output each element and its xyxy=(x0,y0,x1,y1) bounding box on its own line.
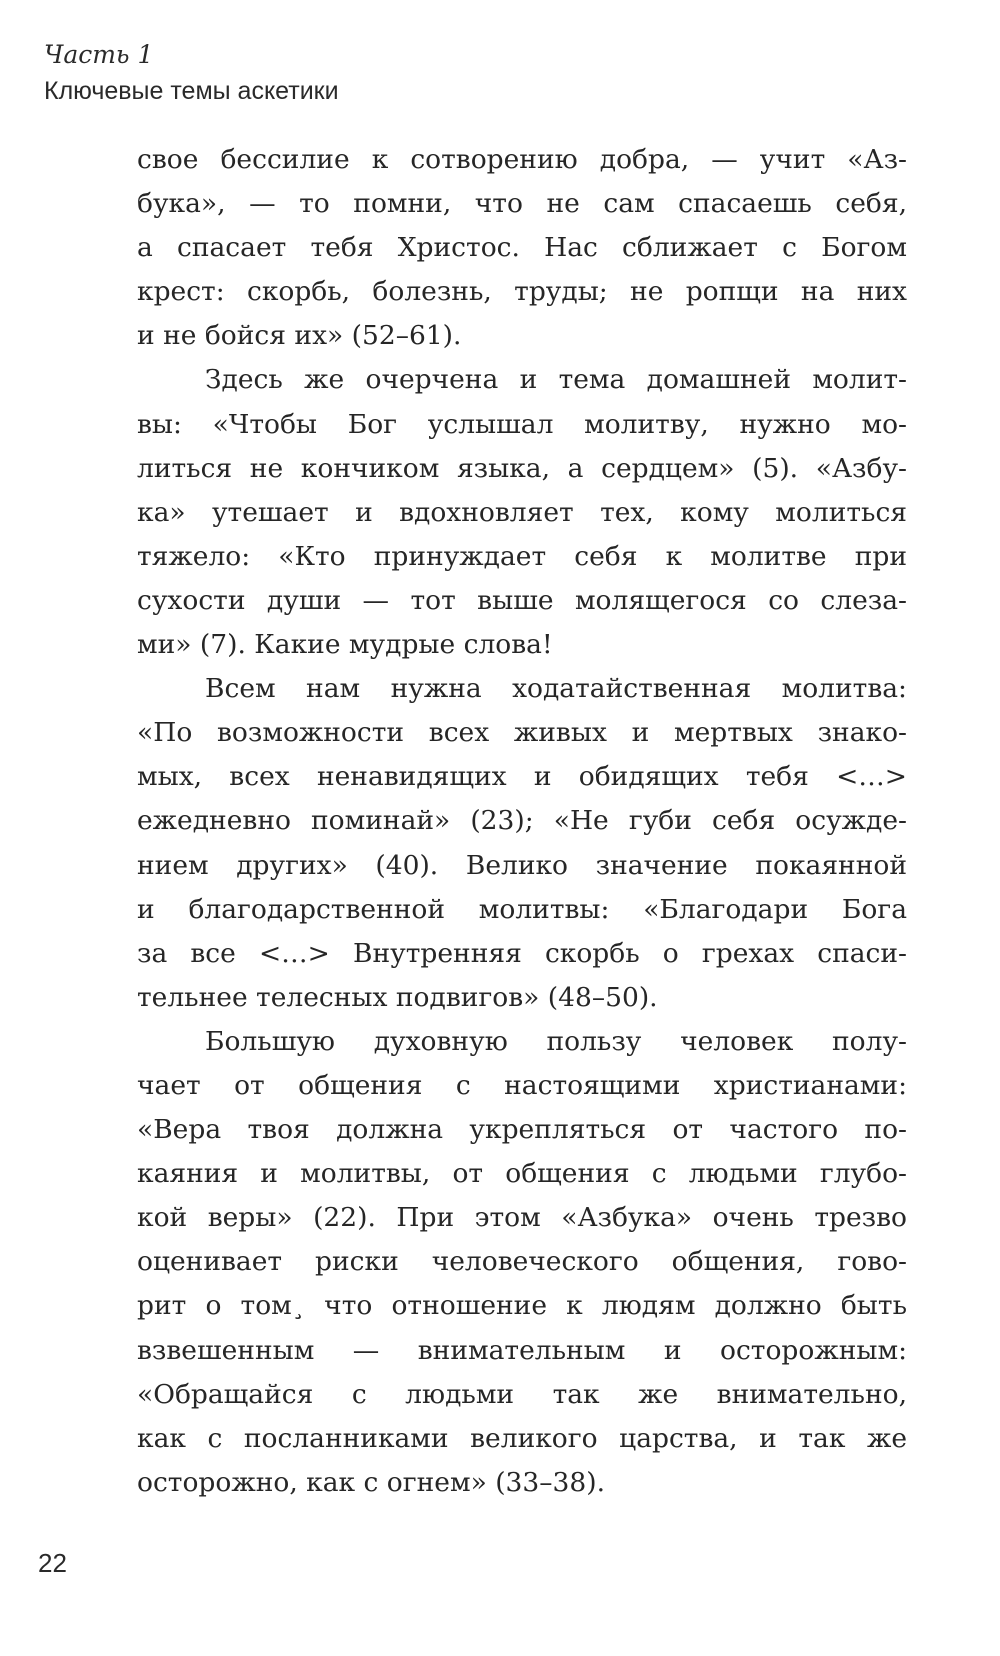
part-label: Часть 1 xyxy=(44,40,154,69)
text-line: как с посланниками великого царства, и так же xyxy=(137,1422,907,1454)
text-line: за все <…> Внутренняя скорбь о грехах спаси- xyxy=(137,937,907,969)
body-text xyxy=(137,138,907,1505)
text-line: «Обращайся с людьми так же внимательно, xyxy=(137,1378,907,1410)
text-line: ка» утешает и вдохновляет тех, кому молиться xyxy=(137,496,907,528)
text-line: тяжело: «Кто принуждает себя к молитве при xyxy=(137,540,907,572)
text-line: крест: скорбь, болезнь, труды; не ропщи на них xyxy=(137,276,907,308)
text-line: взвешенным — внимательным и осторожным: xyxy=(137,1334,907,1366)
text-line: ми» (7). Какие мудрые слова! xyxy=(137,629,553,661)
text-line: Здесь же очерчена и тема домашней молит- xyxy=(205,364,907,396)
text-line: «Вера твоя должна укрепляться от частого по- xyxy=(137,1114,907,1146)
page-number: 22 xyxy=(38,1548,67,1578)
text-line: кой веры» (22). При этом «Азбука» очень трезво xyxy=(137,1202,907,1234)
text-line: тельнее телесных подвигов» (48–50). xyxy=(137,981,658,1013)
text-line: и не бойся их» (52–61). xyxy=(137,320,462,352)
text-line: чает от общения с настоящими христианами: xyxy=(137,1069,907,1101)
text-line: мых, всех ненавидящих и обидящих тебя <…> xyxy=(137,761,907,793)
paragraph xyxy=(137,667,907,1020)
text-line: ежедневно поминай» (23); «Не губи себя осужде- xyxy=(137,805,907,837)
running-head xyxy=(44,38,339,108)
paragraph xyxy=(137,358,907,667)
text-line: оценивает риски человеческого общения, гово- xyxy=(137,1246,907,1278)
section-title: Ключевые темы аскетики xyxy=(44,77,339,105)
text-line: сухости души — тот выше молящегося со слеза- xyxy=(137,584,907,616)
text-line: вы: «Чтобы Бог услышал молитву, нужно мо- xyxy=(137,408,907,440)
text-line: Всем нам нужна ходатайственная молитва: xyxy=(205,673,907,705)
text-line: бука», — то помни, что не сам спасаешь себя, xyxy=(137,188,907,220)
paragraph xyxy=(137,138,907,358)
text-line: каяния и молитвы, от общения с людьми глубо- xyxy=(137,1158,907,1190)
text-line: свое бессилие к сотворению добра, — учит «Аз- xyxy=(137,144,907,175)
text-line: осторожно, как с огнем» (33–38). xyxy=(137,1466,606,1498)
text-line: и благодарственной молитвы: «Благодари Бога xyxy=(137,893,907,925)
text-line: нием других» (40). Велико значение покаянной xyxy=(137,849,907,881)
text-line: а спасает тебя Христос. Нас сближает с Богом xyxy=(137,232,907,264)
text-line: Большую духовную пользу человек полу- xyxy=(205,1025,907,1057)
text-line: литься не кончиком языка, а сердцем» (5). «Азбу- xyxy=(137,452,907,484)
text-line: «По возможности всех живых и мертвых знако- xyxy=(137,717,907,749)
paragraph xyxy=(137,1020,907,1505)
text-line: рит о том¸ что отношение к людям должно быть xyxy=(137,1290,907,1322)
